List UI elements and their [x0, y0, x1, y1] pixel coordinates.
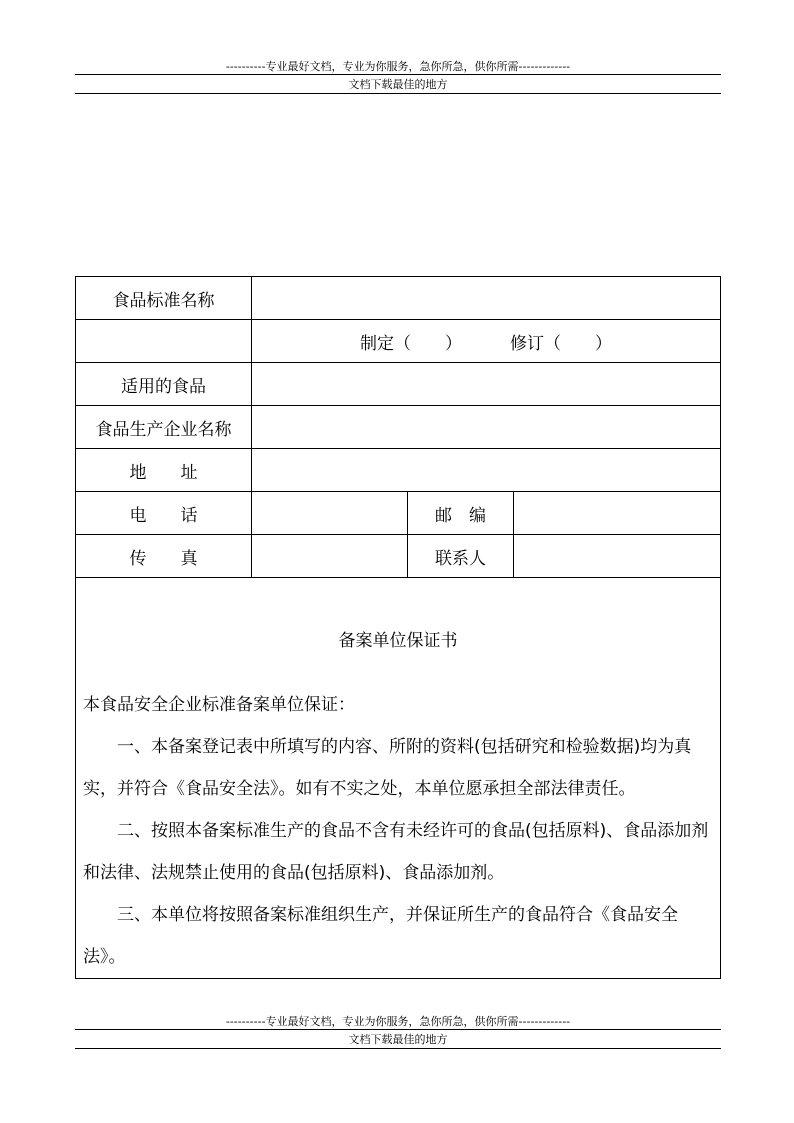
- pledge-item-1: 一、本备案登记表中所填写的内容、所附的资料(包括研究和检验数据)均为真实，并符合《食品安全法》。如有不实之处，本单位愿承担全部法律责任。: [83, 737, 692, 799]
- header-rule-top: [75, 74, 721, 75]
- phone-field[interactable]: [252, 492, 408, 535]
- row-phone-postcode: [76, 492, 721, 535]
- fax-field[interactable]: [252, 535, 408, 578]
- header-slogan: ----------专业最好文档，专业为你服务，急你所急，供你所需-------------: [225, 60, 571, 73]
- applicable-food-label: 适用的食品: [76, 363, 252, 406]
- row-applicable-food: [76, 363, 721, 406]
- pledge-title: 备案单位保证书: [338, 631, 458, 651]
- header-subtitle: 文档下载最佳的地方: [348, 78, 448, 91]
- header-rule-bottom: [75, 93, 721, 94]
- postcode-label: [408, 492, 514, 535]
- make-revise-cell: [252, 320, 721, 363]
- address-label: [76, 449, 252, 492]
- page-header: [75, 60, 721, 92]
- fax-label-b: 真: [180, 548, 198, 569]
- pledge-body: [76, 684, 720, 978]
- phone-label-a: 电: [129, 505, 147, 526]
- footer-subtitle: 文档下载最佳的地方: [348, 1033, 448, 1046]
- make-revise-label-cell: [76, 320, 252, 363]
- address-label-b: 址: [180, 462, 198, 483]
- postcode-label-a: 邮: [435, 505, 452, 526]
- row-company-name: [76, 406, 721, 449]
- registration-form-table: [75, 276, 721, 979]
- row-address: [76, 449, 721, 492]
- make-checkbox[interactable]: （ ）: [394, 333, 462, 354]
- make-label: 制定: [360, 333, 394, 354]
- standard-name-field[interactable]: [252, 277, 721, 320]
- postcode-field[interactable]: [514, 492, 721, 535]
- revise-label: 修订: [510, 333, 544, 354]
- footer-slogan: ----------专业最好文档，专业为你服务，急你所急，供你所需-------------: [225, 1015, 571, 1028]
- pledge-item-3: 三、本单位将按照备案标准组织生产，并保证所生产的食品符合《食品安全法》。: [83, 905, 678, 967]
- revise-checkbox[interactable]: （ ）: [544, 333, 612, 354]
- phone-label: [76, 492, 252, 535]
- row-pledge: [76, 578, 721, 979]
- standard-name-label: 食品标准名称: [76, 277, 252, 320]
- postcode-label-b: 编: [469, 505, 486, 526]
- address-field[interactable]: [252, 449, 721, 492]
- pledge-cell: [76, 578, 721, 979]
- footer-rule-top: [75, 1029, 721, 1030]
- contact-field[interactable]: [514, 535, 721, 578]
- page-footer: [75, 1015, 721, 1047]
- row-fax-contact: [76, 535, 721, 578]
- company-name-field[interactable]: [252, 406, 721, 449]
- fax-label-a: 传: [129, 548, 147, 569]
- applicable-food-field[interactable]: [252, 363, 721, 406]
- footer-rule-bottom: [75, 1048, 721, 1049]
- address-label-a: 地: [129, 462, 147, 483]
- phone-label-b: 话: [180, 505, 198, 526]
- pledge-intro: 本食品安全企业标准备案单位保证：: [83, 695, 355, 715]
- contact-label: 联系人: [408, 535, 514, 578]
- company-name-label: 食品生产企业名称: [76, 406, 252, 449]
- pledge-item-2: 二、按照本备案标准生产的食品不含有未经许可的食品(包括原料)、食品添加剂和法律、法规禁止使用的食品(包括原料)、食品添加剂。: [83, 821, 709, 883]
- row-standard-name: [76, 277, 721, 320]
- row-make-revise: [76, 320, 721, 363]
- fax-label: [76, 535, 252, 578]
